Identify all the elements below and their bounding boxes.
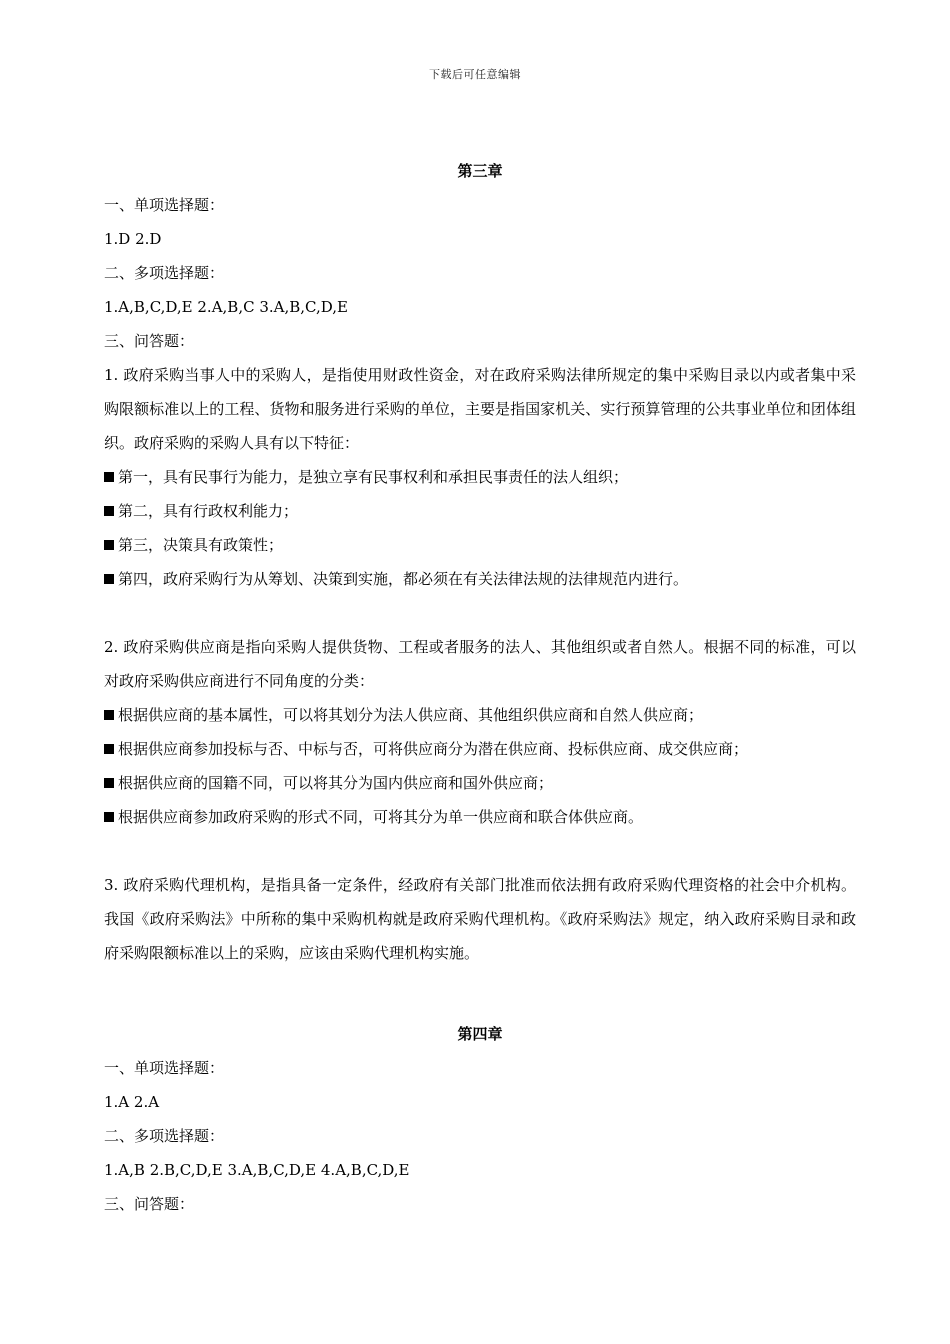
bullet-square-icon (104, 472, 114, 482)
ch3-single-choice-answers: 1.D 2.D (104, 230, 162, 248)
ch3-q3-answer: 3. 政府采购代理机构，是指具备一定条件，经政府有关部门批准而依法拥有政府采购代理资格的社会中介机构。我国《政府采购法》中所称的集中采购机构就是政府采购代理机构。《政府采购法》规定，纳入政府采购目录和政府采购限额标准以上的采购，应该由采购代理机构实施。 (104, 876, 856, 962)
bullet-square-icon (104, 744, 114, 754)
ch3-qa-heading: 三、问答题： (104, 332, 195, 350)
ch4-single-choice-heading: 一、单项选择题： (104, 1059, 225, 1077)
chapter-3-title: 第三章 (457, 162, 503, 180)
chapter-4-title: 第四章 (457, 1025, 503, 1043)
bullet-square-icon (104, 574, 114, 584)
list-item: 根据供应商的国籍不同，可以将其分为国内供应商和国外供应商； (104, 766, 856, 800)
chapter-3-section (104, 154, 856, 970)
bullet-square-icon (104, 506, 114, 516)
ch3-q1-answer: 1. 政府采购当事人中的采购人，是指使用财政性资金，对在政府采购法律所规定的集中采购目录以内或者集中采购限额标准以上的工程、货物和服务进行采购的单位，主要是指国家机关、实行预算管理的公共事业单位和团体组织。政府采购的采购人具有以下特征： (104, 366, 856, 452)
bullet-square-icon (104, 778, 114, 788)
ch3-multi-choice-answers: 1.A,B,C,D,E 2.A,B,C 3.A,B,C,D,E (104, 298, 348, 316)
chapter-4-section (104, 1017, 856, 1221)
list-item: 第四，政府采购行为从筹划、决策到实施，都必须在有关法律法规的法律规范内进行。 (104, 562, 856, 596)
list-item: 第一，具有民事行为能力，是独立享有民事权利和承担民事责任的法人组织； (104, 460, 856, 494)
ch4-single-choice-answers: 1.A 2.A (104, 1093, 160, 1111)
ch4-qa-heading: 三、问答题： (104, 1195, 195, 1213)
list-item: 第二，具有行政权利能力； (104, 494, 856, 528)
list-item: 根据供应商参加投标与否、中标与否，可将供应商分为潜在供应商、投标供应商、成交供应商； (104, 732, 856, 766)
page-header: 下载后可任意编辑 (429, 68, 521, 81)
list-item: 根据供应商的基本属性，可以将其划分为法人供应商、其他组织供应商和自然人供应商； (104, 698, 856, 732)
list-item: 根据供应商参加政府采购的形式不同，可将其分为单一供应商和联合体供应商。 (104, 800, 856, 834)
bullet-square-icon (104, 812, 114, 822)
ch3-q2-answer: 2. 政府采购供应商是指向采购人提供货物、工程或者服务的法人、其他组织或者自然人。根据不同的标准，可以对政府采购供应商进行不同角度的分类： (104, 638, 856, 690)
ch3-single-choice-heading: 一、单项选择题： (104, 196, 225, 214)
ch4-multi-choice-heading: 二、多项选择题： (104, 1127, 225, 1145)
list-item: 第三，决策具有政策性； (104, 528, 856, 562)
bullet-square-icon (104, 710, 114, 720)
ch3-multi-choice-heading: 二、多项选择题： (104, 264, 225, 282)
bullet-square-icon (104, 540, 114, 550)
ch4-multi-choice-answers: 1.A,B 2.B,C,D,E 3.A,B,C,D,E 4.A,B,C,D,E (104, 1161, 410, 1179)
